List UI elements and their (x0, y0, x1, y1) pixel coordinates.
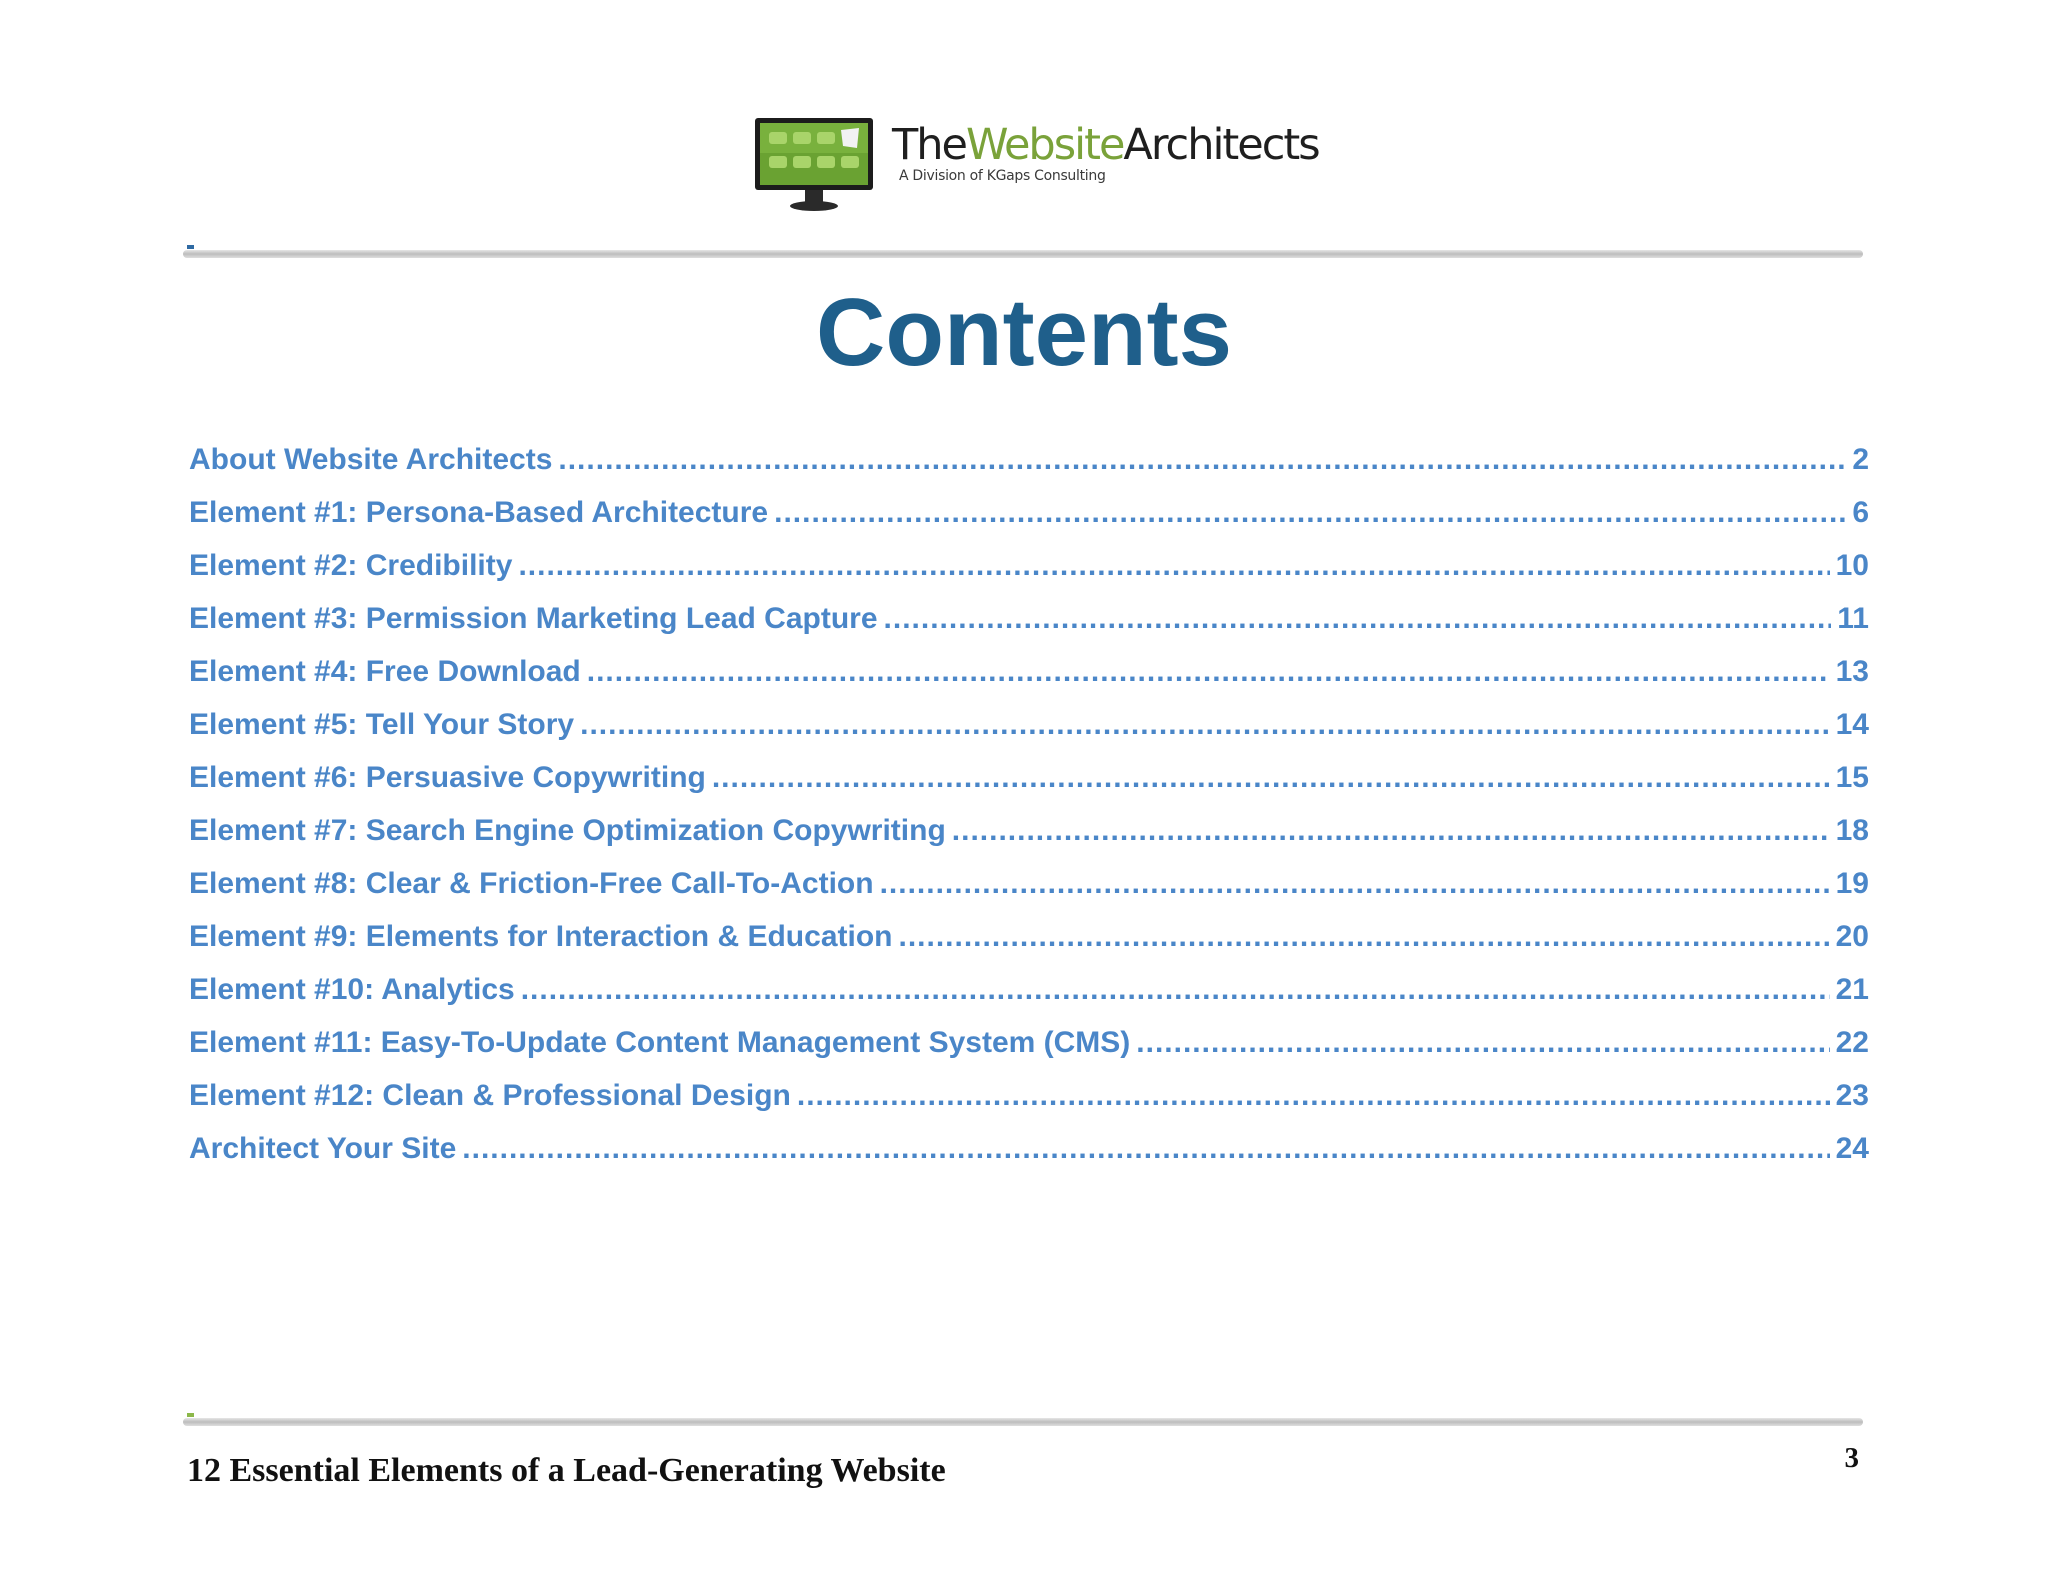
toc-entry-page[interactable]: 23 (1835, 1079, 1869, 1112)
logo-wordmark (892, 120, 1319, 184)
toc-dot-leader (518, 539, 1829, 592)
toc-entry-page[interactable]: 20 (1835, 920, 1869, 953)
toc-entry-label[interactable]: Element #11: Easy-To-Update Content Management System (CMS) (189, 1026, 1131, 1059)
footer-document-title: 12 Essential Elements of a Lead-Generating Website (187, 1452, 946, 1489)
toc-entry-label[interactable]: Element #7: Search Engine Optimization Copywriting (189, 814, 946, 847)
toc-entry[interactable] (189, 698, 1869, 751)
toc-entry-page[interactable]: 14 (1835, 708, 1869, 741)
header-rule-mark (187, 245, 194, 249)
toc-entry-page[interactable]: 24 (1835, 1132, 1869, 1165)
toc-entry-label[interactable]: Element #6: Persuasive Copywriting (189, 761, 706, 794)
toc-entry[interactable] (189, 486, 1869, 539)
toc-entry[interactable] (189, 1122, 1869, 1175)
toc-entry[interactable] (189, 751, 1869, 804)
toc-dot-leader (898, 910, 1829, 963)
toc-dot-leader (712, 751, 1830, 804)
toc-dot-leader (884, 592, 1832, 645)
toc-entry[interactable] (189, 804, 1869, 857)
monitor-icon (755, 118, 873, 214)
toc-entry-page[interactable]: 2 (1852, 443, 1869, 476)
toc-entry-page[interactable]: 21 (1835, 973, 1869, 1006)
toc-dot-leader (587, 645, 1830, 698)
toc-entry-label[interactable]: Element #9: Elements for Interaction & Education (189, 920, 893, 953)
toc-entry-label[interactable]: Element #5: Tell Your Story (189, 708, 575, 741)
toc-entry-label[interactable]: Element #12: Clean & Professional Design (189, 1079, 791, 1112)
toc-entry-label[interactable]: Element #3: Permission Marketing Lead Capture (189, 602, 878, 635)
toc-entry-label[interactable]: Element #4: Free Download (189, 655, 581, 688)
toc-entry-label[interactable]: Architect Your Site (189, 1132, 457, 1165)
toc-entry-page[interactable]: 19 (1835, 867, 1869, 900)
toc-entry[interactable] (189, 539, 1869, 592)
toc-dot-leader (558, 433, 1846, 486)
footer-rule-mark (187, 1413, 194, 1417)
toc-entry-page[interactable]: 10 (1835, 549, 1869, 582)
toc-dot-leader (797, 1069, 1830, 1122)
toc-entry-page[interactable]: 18 (1835, 814, 1869, 847)
logo-name-the: The (892, 120, 966, 170)
header-rule (183, 250, 1863, 258)
page-number: 3 (1844, 1442, 1859, 1474)
toc-entry-page[interactable]: 15 (1835, 761, 1869, 794)
toc-entry[interactable] (189, 857, 1869, 910)
toc-dot-leader (1136, 1016, 1829, 1069)
toc-entry[interactable] (189, 910, 1869, 963)
toc-entry-label[interactable]: Element #1: Persona-Based Architecture (189, 496, 769, 529)
table-of-contents (189, 433, 1869, 1175)
toc-entry[interactable] (189, 963, 1869, 1016)
logo-name-architects: Architects (1123, 120, 1319, 170)
logo-tagline: A Division of KGaps Consulting (899, 168, 1106, 184)
toc-entry-label[interactable]: Element #2: Credibility (189, 549, 513, 582)
company-logo (755, 118, 1319, 214)
toc-entry-label[interactable]: Element #8: Clear & Friction-Free Call-To-Action (189, 867, 874, 900)
toc-entry-page[interactable]: 13 (1835, 655, 1869, 688)
toc-entry-page[interactable]: 22 (1835, 1026, 1869, 1059)
toc-entry-label[interactable]: About Website Architects (189, 443, 553, 476)
toc-entry-label[interactable]: Element #10: Analytics (189, 973, 515, 1006)
toc-entry-page[interactable]: 11 (1837, 602, 1869, 635)
toc-entry[interactable] (189, 1069, 1869, 1122)
logo-name (892, 120, 1319, 170)
toc-dot-leader (952, 804, 1830, 857)
page-title: Contents (816, 279, 1232, 386)
toc-entry-page[interactable]: 6 (1852, 496, 1869, 529)
toc-entry[interactable] (189, 1016, 1869, 1069)
toc-entry[interactable] (189, 645, 1869, 698)
toc-dot-leader (462, 1122, 1829, 1175)
toc-dot-leader (774, 486, 1846, 539)
footer-rule (183, 1418, 1863, 1426)
logo-name-website: Website (965, 120, 1124, 170)
toc-dot-leader (580, 698, 1830, 751)
toc-entry[interactable] (189, 592, 1869, 645)
toc-dot-leader (880, 857, 1830, 910)
toc-dot-leader (521, 963, 1830, 1016)
toc-entry[interactable] (189, 433, 1869, 486)
